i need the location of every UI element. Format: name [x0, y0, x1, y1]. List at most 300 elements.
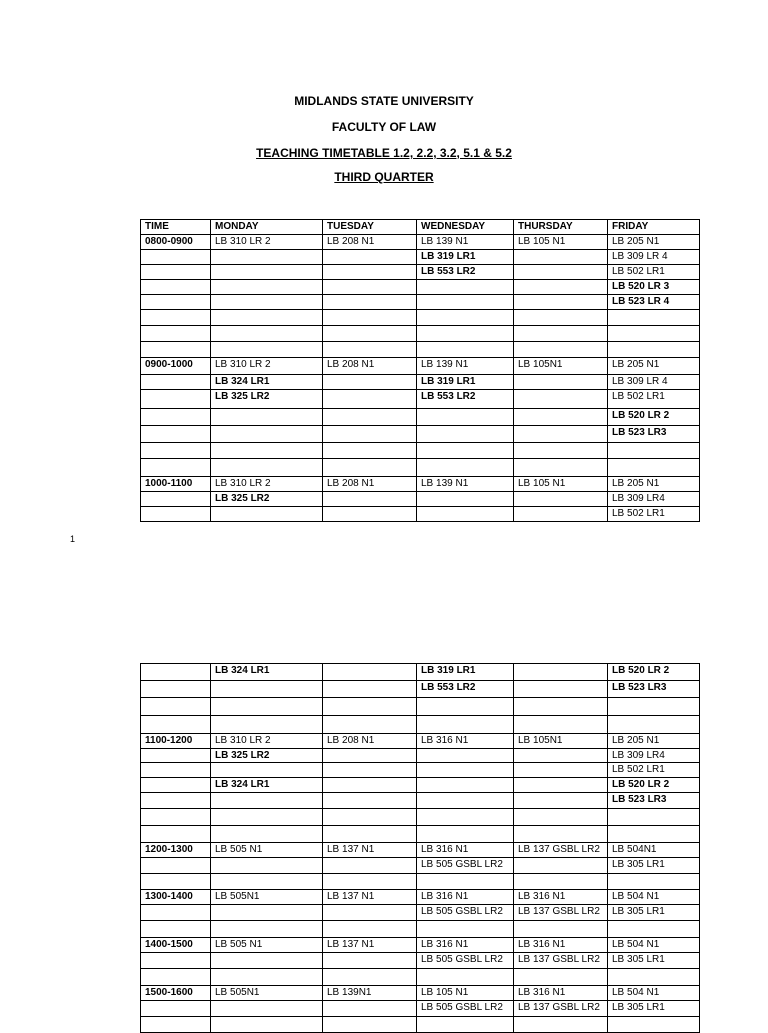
cell-friday: LB 205 N1	[608, 734, 700, 749]
cell-time	[141, 295, 211, 310]
table-row	[141, 310, 700, 326]
cell-wednesday: LB 316 N1	[417, 843, 514, 858]
cell-wednesday	[417, 310, 514, 326]
cell-monday: LB 325 LR2	[211, 492, 323, 507]
cell-friday: LB 309 LR4	[608, 749, 700, 763]
cell-time: 1000-1100	[141, 477, 211, 492]
table-row	[141, 890, 700, 905]
cell-monday	[211, 250, 323, 265]
table-row	[141, 390, 700, 409]
cell-friday: LB 305 LR1	[608, 858, 700, 874]
cell-friday: LB 309 LR 4	[608, 375, 700, 390]
table-row	[141, 953, 700, 969]
cell-friday	[608, 698, 700, 716]
table-row	[141, 938, 700, 953]
cell-thursday: LB 105 N1	[514, 477, 608, 492]
cell-tuesday	[323, 681, 417, 698]
table-row	[141, 358, 700, 375]
cell-tuesday	[323, 459, 417, 477]
cell-thursday	[514, 809, 608, 826]
cell-time	[141, 716, 211, 734]
cell-tuesday	[323, 793, 417, 809]
cell-monday	[211, 426, 323, 443]
cell-friday: LB 305 LR1	[608, 1001, 700, 1017]
cell-friday: LB 520 LR 3	[608, 280, 700, 295]
table-row	[141, 793, 700, 809]
timetable-table-continued	[140, 663, 700, 1033]
cell-monday	[211, 1017, 323, 1033]
cell-monday	[211, 280, 323, 295]
cell-wednesday	[417, 1017, 514, 1033]
cell-monday	[211, 698, 323, 716]
cell-monday	[211, 874, 323, 890]
cell-wednesday: LB 553 LR2	[417, 681, 514, 698]
cell-wednesday: LB 139 N1	[417, 235, 514, 250]
cell-thursday	[514, 326, 608, 342]
table-row	[141, 681, 700, 698]
cell-thursday: LB 316 N1	[514, 938, 608, 953]
cell-monday	[211, 793, 323, 809]
cell-time	[141, 969, 211, 986]
timetable-title: TEACHING TIMETABLE 1.2, 2.2, 3.2, 5.1 & 5.2	[256, 146, 512, 160]
cell-monday	[211, 969, 323, 986]
cell-tuesday	[323, 698, 417, 716]
cell-wednesday	[417, 763, 514, 778]
header-monday: MONDAY	[211, 220, 323, 235]
header-wednesday: WEDNESDAY	[417, 220, 514, 235]
cell-wednesday: LB 139 N1	[417, 477, 514, 492]
table-row	[141, 265, 700, 280]
table-row	[141, 1001, 700, 1017]
cell-tuesday	[323, 409, 417, 426]
cell-wednesday	[417, 809, 514, 826]
cell-tuesday: LB 137 N1	[323, 938, 417, 953]
cell-time	[141, 310, 211, 326]
cell-time	[141, 459, 211, 477]
cell-monday: LB 324 LR1	[211, 664, 323, 681]
cell-monday	[211, 921, 323, 938]
cell-monday: LB 505N1	[211, 890, 323, 905]
cell-time	[141, 507, 211, 522]
cell-friday: LB 309 LR 4	[608, 250, 700, 265]
cell-thursday	[514, 826, 608, 843]
cell-friday: LB 502 LR1	[608, 265, 700, 280]
cell-time	[141, 905, 211, 921]
cell-thursday	[514, 310, 608, 326]
cell-time	[141, 698, 211, 716]
cell-wednesday	[417, 969, 514, 986]
cell-monday	[211, 681, 323, 698]
table-header-row	[141, 220, 700, 235]
table-row	[141, 716, 700, 734]
cell-time	[141, 809, 211, 826]
cell-tuesday: LB 208 N1	[323, 477, 417, 492]
cell-tuesday	[323, 809, 417, 826]
cell-friday: LB 523 LR3	[608, 793, 700, 809]
cell-wednesday	[417, 409, 514, 426]
cell-friday	[608, 342, 700, 358]
cell-friday: LB 520 LR 2	[608, 778, 700, 793]
cell-thursday: LB 137 GSBL LR2	[514, 905, 608, 921]
cell-time	[141, 265, 211, 280]
cell-friday: LB 504 N1	[608, 890, 700, 905]
cell-tuesday	[323, 250, 417, 265]
cell-monday: LB 310 LR 2	[211, 235, 323, 250]
cell-tuesday	[323, 1017, 417, 1033]
cell-wednesday: LB 553 LR2	[417, 265, 514, 280]
cell-wednesday: LB 316 N1	[417, 734, 514, 749]
cell-thursday	[514, 390, 608, 409]
cell-wednesday	[417, 342, 514, 358]
cell-wednesday: LB 316 N1	[417, 890, 514, 905]
cell-friday	[608, 1017, 700, 1033]
cell-tuesday	[323, 375, 417, 390]
cell-monday	[211, 953, 323, 969]
cell-wednesday: LB 105 N1	[417, 986, 514, 1001]
cell-friday: LB 523 LR3	[608, 426, 700, 443]
cell-time	[141, 778, 211, 793]
cell-monday: LB 310 LR 2	[211, 358, 323, 375]
cell-wednesday	[417, 326, 514, 342]
cell-monday: LB 324 LR1	[211, 375, 323, 390]
table-row	[141, 492, 700, 507]
cell-thursday: LB 105N1	[514, 734, 608, 749]
cell-friday: LB 502 LR1	[608, 390, 700, 409]
cell-time	[141, 793, 211, 809]
cell-time	[141, 681, 211, 698]
cell-thursday	[514, 507, 608, 522]
table-row	[141, 763, 700, 778]
cell-time	[141, 953, 211, 969]
cell-thursday: LB 316 N1	[514, 890, 608, 905]
cell-thursday	[514, 250, 608, 265]
cell-thursday	[514, 664, 608, 681]
header-time: TIME	[141, 220, 211, 235]
cell-friday	[608, 716, 700, 734]
cell-time: 1200-1300	[141, 843, 211, 858]
cell-friday: LB 502 LR1	[608, 763, 700, 778]
cell-thursday	[514, 793, 608, 809]
cell-tuesday	[323, 342, 417, 358]
cell-wednesday	[417, 492, 514, 507]
cell-thursday	[514, 280, 608, 295]
cell-wednesday	[417, 921, 514, 938]
cell-thursday	[514, 778, 608, 793]
cell-time: 1500-1600	[141, 986, 211, 1001]
cell-thursday	[514, 921, 608, 938]
cell-friday	[608, 969, 700, 986]
cell-monday: LB 505N1	[211, 986, 323, 1001]
timetable-table-top	[140, 219, 700, 522]
cell-wednesday: LB 316 N1	[417, 938, 514, 953]
table-row	[141, 969, 700, 986]
table-row	[141, 1017, 700, 1033]
cell-thursday	[514, 1017, 608, 1033]
cell-monday	[211, 310, 323, 326]
cell-friday	[608, 809, 700, 826]
table-row	[141, 295, 700, 310]
cell-thursday: LB 137 GSBL LR2	[514, 953, 608, 969]
cell-monday	[211, 459, 323, 477]
cell-tuesday	[323, 921, 417, 938]
cell-friday: LB 520 LR 2	[608, 409, 700, 426]
cell-time: 1100-1200	[141, 734, 211, 749]
cell-tuesday	[323, 749, 417, 763]
table-row	[141, 459, 700, 477]
cell-monday: LB 310 LR 2	[211, 477, 323, 492]
cell-friday: LB 502 LR1	[608, 507, 700, 522]
table-row	[141, 698, 700, 716]
cell-thursday	[514, 698, 608, 716]
cell-monday	[211, 342, 323, 358]
cell-tuesday	[323, 858, 417, 874]
cell-time	[141, 874, 211, 890]
table-row	[141, 986, 700, 1001]
cell-time: 1300-1400	[141, 890, 211, 905]
table-row	[141, 826, 700, 843]
cell-friday: LB 305 LR1	[608, 953, 700, 969]
cell-monday	[211, 295, 323, 310]
cell-thursday	[514, 375, 608, 390]
cell-time	[141, 664, 211, 681]
cell-tuesday	[323, 716, 417, 734]
table-row	[141, 843, 700, 858]
cell-wednesday	[417, 793, 514, 809]
cell-thursday	[514, 426, 608, 443]
cell-monday	[211, 265, 323, 280]
cell-monday	[211, 507, 323, 522]
cell-time	[141, 390, 211, 409]
cell-tuesday	[323, 969, 417, 986]
cell-wednesday	[417, 459, 514, 477]
cell-wednesday: LB 139 N1	[417, 358, 514, 375]
cell-friday	[608, 443, 700, 459]
cell-monday: LB 325 LR2	[211, 390, 323, 409]
faculty-name: FACULTY OF LAW	[331, 120, 437, 134]
cell-tuesday: LB 137 N1	[323, 890, 417, 905]
cell-friday: LB 205 N1	[608, 477, 700, 492]
cell-monday: LB 310 LR 2	[211, 734, 323, 749]
cell-thursday: LB 137 GSBL LR2	[514, 1001, 608, 1017]
cell-tuesday	[323, 664, 417, 681]
cell-tuesday	[323, 265, 417, 280]
cell-friday: LB 504 N1	[608, 938, 700, 953]
cell-time	[141, 342, 211, 358]
table-row	[141, 507, 700, 522]
table-row	[141, 905, 700, 921]
cell-friday: LB 504 N1	[608, 986, 700, 1001]
cell-tuesday: LB 208 N1	[323, 235, 417, 250]
cell-wednesday	[417, 778, 514, 793]
cell-time	[141, 826, 211, 843]
cell-time: 0900-1000	[141, 358, 211, 375]
cell-monday	[211, 809, 323, 826]
cell-time	[141, 1017, 211, 1033]
cell-thursday	[514, 492, 608, 507]
cell-friday	[608, 326, 700, 342]
cell-thursday	[514, 459, 608, 477]
page-number: 1	[70, 534, 76, 544]
cell-monday	[211, 716, 323, 734]
cell-wednesday	[417, 443, 514, 459]
header-tuesday: TUESDAY	[323, 220, 417, 235]
table-row	[141, 375, 700, 390]
cell-wednesday: LB 505 GSBL LR2	[417, 858, 514, 874]
cell-time	[141, 763, 211, 778]
cell-monday	[211, 858, 323, 874]
table-row	[141, 250, 700, 265]
cell-time	[141, 409, 211, 426]
quarter-title: THIRD QUARTER	[334, 170, 434, 184]
cell-wednesday	[417, 280, 514, 295]
cell-thursday	[514, 443, 608, 459]
cell-thursday	[514, 681, 608, 698]
cell-monday	[211, 826, 323, 843]
cell-time	[141, 921, 211, 938]
cell-friday	[608, 921, 700, 938]
table-row	[141, 342, 700, 358]
table-row	[141, 426, 700, 443]
cell-time	[141, 375, 211, 390]
cell-monday: LB 324 LR1	[211, 778, 323, 793]
table-row	[141, 443, 700, 459]
cell-tuesday	[323, 295, 417, 310]
cell-wednesday	[417, 874, 514, 890]
cell-wednesday	[417, 507, 514, 522]
cell-time	[141, 250, 211, 265]
cell-tuesday: LB 137 N1	[323, 843, 417, 858]
cell-tuesday	[323, 1001, 417, 1017]
cell-tuesday	[323, 763, 417, 778]
cell-friday	[608, 459, 700, 477]
cell-tuesday	[323, 953, 417, 969]
cell-wednesday: LB 505 GSBL LR2	[417, 953, 514, 969]
header-friday: FRIDAY	[608, 220, 700, 235]
table-row	[141, 280, 700, 295]
cell-wednesday: LB 319 LR1	[417, 375, 514, 390]
cell-friday	[608, 310, 700, 326]
cell-wednesday: LB 553 LR2	[417, 390, 514, 409]
table-row	[141, 921, 700, 938]
cell-tuesday	[323, 426, 417, 443]
table-row	[141, 477, 700, 492]
cell-time	[141, 1001, 211, 1017]
table-row	[141, 778, 700, 793]
university-name: MIDLANDS STATE UNIVERSITY	[294, 94, 474, 108]
cell-time	[141, 492, 211, 507]
table-row	[141, 664, 700, 681]
cell-thursday: LB 316 N1	[514, 986, 608, 1001]
cell-time	[141, 326, 211, 342]
cell-time	[141, 749, 211, 763]
table-row	[141, 734, 700, 749]
cell-friday: LB 520 LR 2	[608, 664, 700, 681]
cell-friday: LB 205 N1	[608, 235, 700, 250]
cell-monday	[211, 409, 323, 426]
cell-thursday: LB 105N1	[514, 358, 608, 375]
cell-monday: LB 325 LR2	[211, 749, 323, 763]
cell-monday	[211, 905, 323, 921]
cell-monday: LB 505 N1	[211, 843, 323, 858]
cell-thursday	[514, 874, 608, 890]
cell-tuesday	[323, 326, 417, 342]
cell-friday	[608, 874, 700, 890]
cell-time: 0800-0900	[141, 235, 211, 250]
cell-time: 1400-1500	[141, 938, 211, 953]
cell-wednesday: LB 319 LR1	[417, 250, 514, 265]
cell-tuesday	[323, 310, 417, 326]
cell-friday: LB 504N1	[608, 843, 700, 858]
cell-monday: LB 505 N1	[211, 938, 323, 953]
cell-tuesday	[323, 905, 417, 921]
cell-wednesday	[417, 716, 514, 734]
cell-friday: LB 523 LR3	[608, 681, 700, 698]
cell-friday: LB 205 N1	[608, 358, 700, 375]
cell-monday	[211, 1001, 323, 1017]
cell-tuesday: LB 139N1	[323, 986, 417, 1001]
cell-monday	[211, 763, 323, 778]
cell-wednesday	[417, 426, 514, 443]
cell-wednesday	[417, 749, 514, 763]
cell-thursday	[514, 969, 608, 986]
cell-tuesday	[323, 280, 417, 295]
table-row	[141, 235, 700, 250]
cell-monday	[211, 443, 323, 459]
table-row	[141, 874, 700, 890]
cell-thursday	[514, 409, 608, 426]
table-row	[141, 858, 700, 874]
cell-wednesday: LB 505 GSBL LR2	[417, 905, 514, 921]
cell-thursday	[514, 858, 608, 874]
cell-time	[141, 858, 211, 874]
cell-thursday	[514, 716, 608, 734]
table-row	[141, 809, 700, 826]
cell-thursday	[514, 763, 608, 778]
cell-friday: LB 523 LR 4	[608, 295, 700, 310]
cell-wednesday	[417, 698, 514, 716]
cell-monday	[211, 326, 323, 342]
cell-tuesday	[323, 874, 417, 890]
cell-wednesday: LB 319 LR1	[417, 664, 514, 681]
cell-friday: LB 309 LR4	[608, 492, 700, 507]
table-row	[141, 749, 700, 763]
cell-thursday	[514, 342, 608, 358]
cell-thursday	[514, 749, 608, 763]
cell-tuesday: LB 208 N1	[323, 734, 417, 749]
cell-tuesday: LB 208 N1	[323, 358, 417, 375]
cell-thursday	[514, 295, 608, 310]
cell-tuesday	[323, 778, 417, 793]
cell-wednesday	[417, 295, 514, 310]
cell-time	[141, 426, 211, 443]
cell-thursday: LB 105 N1	[514, 235, 608, 250]
cell-wednesday: LB 505 GSBL LR2	[417, 1001, 514, 1017]
cell-thursday: LB 137 GSBL LR2	[514, 843, 608, 858]
cell-tuesday	[323, 507, 417, 522]
cell-tuesday	[323, 390, 417, 409]
cell-friday	[608, 826, 700, 843]
cell-tuesday	[323, 826, 417, 843]
cell-time	[141, 280, 211, 295]
cell-friday: LB 305 LR1	[608, 905, 700, 921]
cell-time	[141, 443, 211, 459]
cell-tuesday	[323, 492, 417, 507]
table-row	[141, 326, 700, 342]
cell-tuesday	[323, 443, 417, 459]
table-row	[141, 409, 700, 426]
header-thursday: THURSDAY	[514, 220, 608, 235]
cell-thursday	[514, 265, 608, 280]
